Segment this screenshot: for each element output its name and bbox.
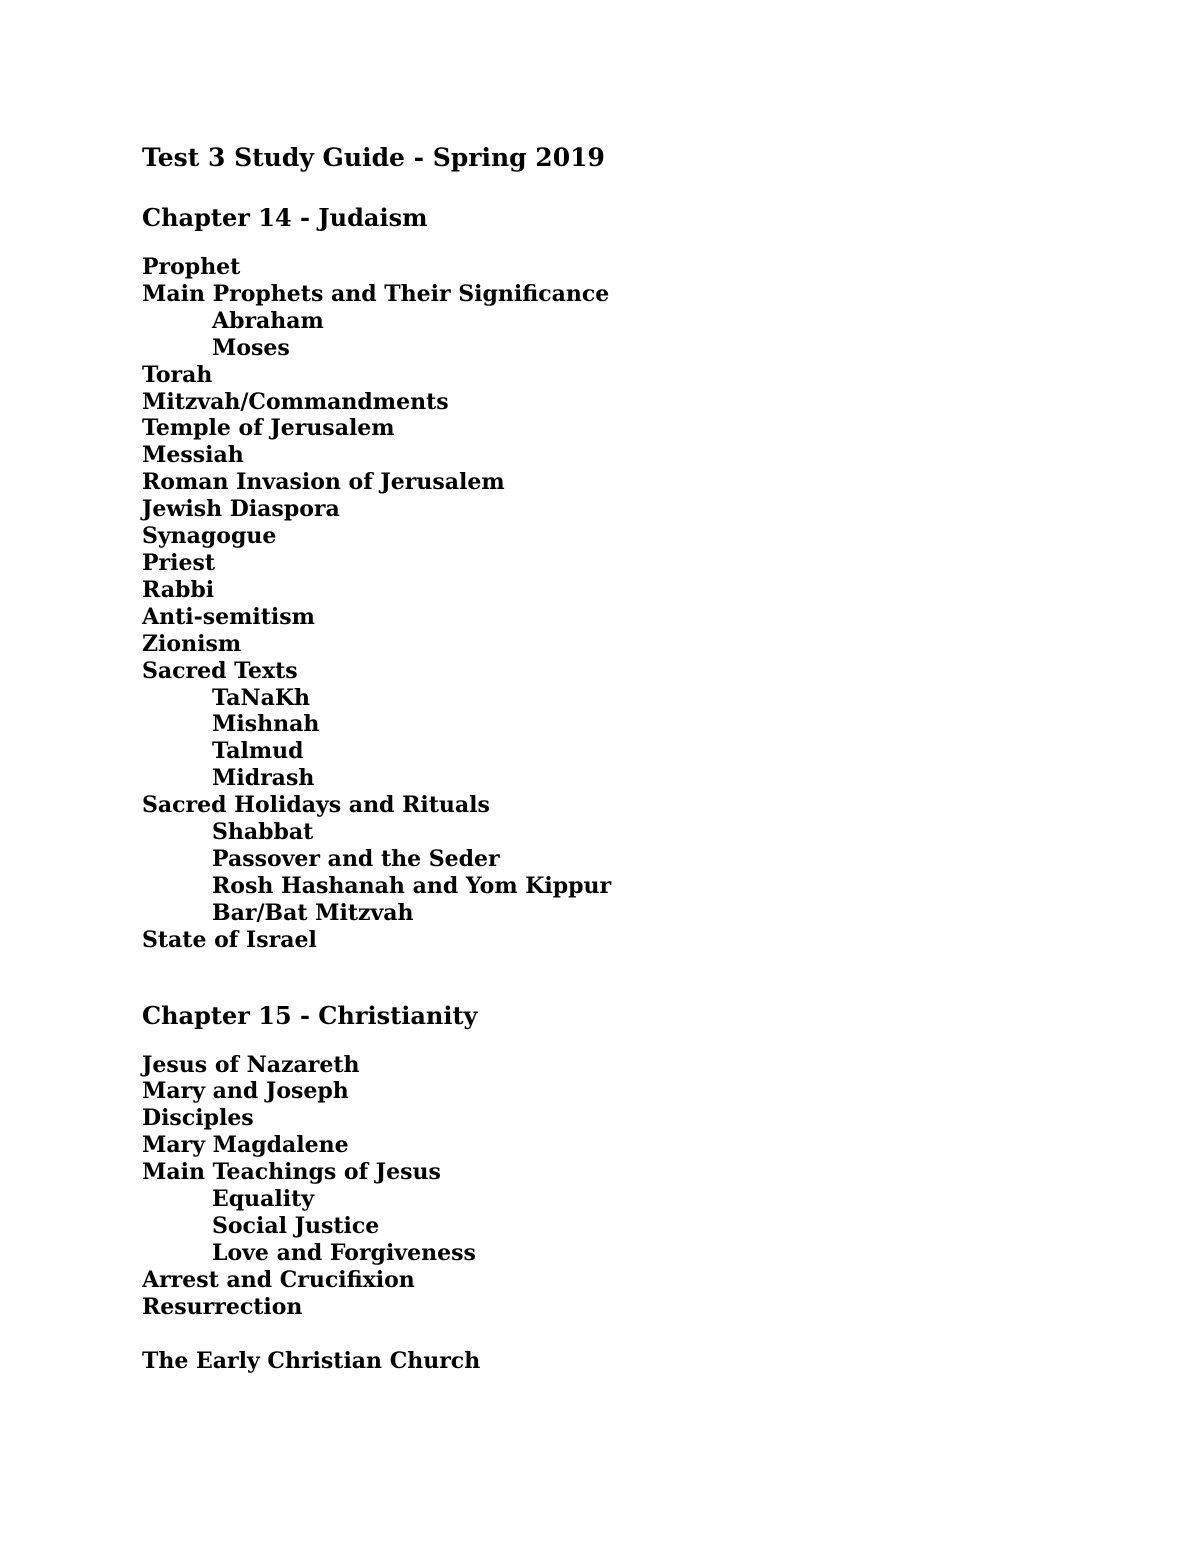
- sub-term-item: Social Justice: [212, 1213, 380, 1239]
- term-item: Arrest and Crucifixion: [142, 1266, 415, 1293]
- sub-term-item: Passover and the Seder: [212, 845, 500, 872]
- early-church-heading: The Early Christian Church: [142, 1347, 481, 1374]
- term-item: Priest: [142, 549, 216, 576]
- term-item: Zionism: [142, 630, 242, 657]
- chapter-15-title: Chapter 15 - Christianity: [142, 1000, 478, 1030]
- section-spacer: [142, 954, 1142, 998]
- chapter-14-term-list: [142, 254, 1142, 954]
- term-item: Sacred Texts: [142, 657, 298, 684]
- sub-term-item: Midrash: [212, 765, 315, 792]
- term-item: Main Teachings of Jesus: [142, 1159, 441, 1186]
- term-item: Sacred Holidays and Rituals: [142, 792, 490, 819]
- term-item: Mary and Joseph: [142, 1078, 349, 1105]
- sub-term-item: Rosh Hashanah and Yom Kippur: [212, 872, 612, 899]
- term-item: Mary Magdalene: [142, 1132, 349, 1159]
- chapter-15-term-list: [142, 1052, 1142, 1321]
- term-item: Messiah: [142, 442, 244, 469]
- sub-term-item: Abraham: [212, 307, 324, 334]
- section-spacer: [142, 1321, 1142, 1348]
- term-item: Jesus of Nazareth: [142, 1051, 360, 1078]
- study-guide-page: [142, 140, 1142, 1375]
- sub-term-item: Shabbat: [212, 819, 314, 846]
- term-item: Main Prophets and Their Significance: [142, 280, 610, 307]
- sub-term-item: Moses: [212, 334, 290, 361]
- term-item: Anti-semitism: [142, 603, 315, 630]
- term-item: Mitzvah/Commandments: [142, 388, 449, 415]
- term-item: Jewish Diaspora: [142, 496, 340, 523]
- term-item: Roman Invasion of Jerusalem: [142, 469, 505, 496]
- sub-term-item: Talmud: [212, 738, 304, 765]
- term-item: Prophet: [142, 254, 241, 280]
- term-item: Resurrection: [142, 1293, 303, 1320]
- term-item: Temple of Jerusalem: [142, 415, 395, 442]
- term-item: Rabbi: [142, 576, 215, 603]
- document-title: Test 3 Study Guide - Spring 2019: [142, 143, 605, 172]
- sub-term-item: Love and Forgiveness: [212, 1239, 476, 1266]
- sub-term-item: TaNaKh: [212, 684, 311, 711]
- chapter-14-title: Chapter 14 - Judaism: [142, 203, 428, 232]
- term-item: State of Israel: [142, 926, 317, 953]
- term-item: Synagogue: [142, 523, 277, 550]
- sub-term-item: Bar/Bat Mitzvah: [212, 899, 414, 926]
- term-item: Torah: [142, 361, 213, 388]
- sub-term-item: Equality: [212, 1186, 315, 1213]
- term-item: Disciples: [142, 1105, 254, 1132]
- sub-term-item: Mishnah: [212, 711, 320, 738]
